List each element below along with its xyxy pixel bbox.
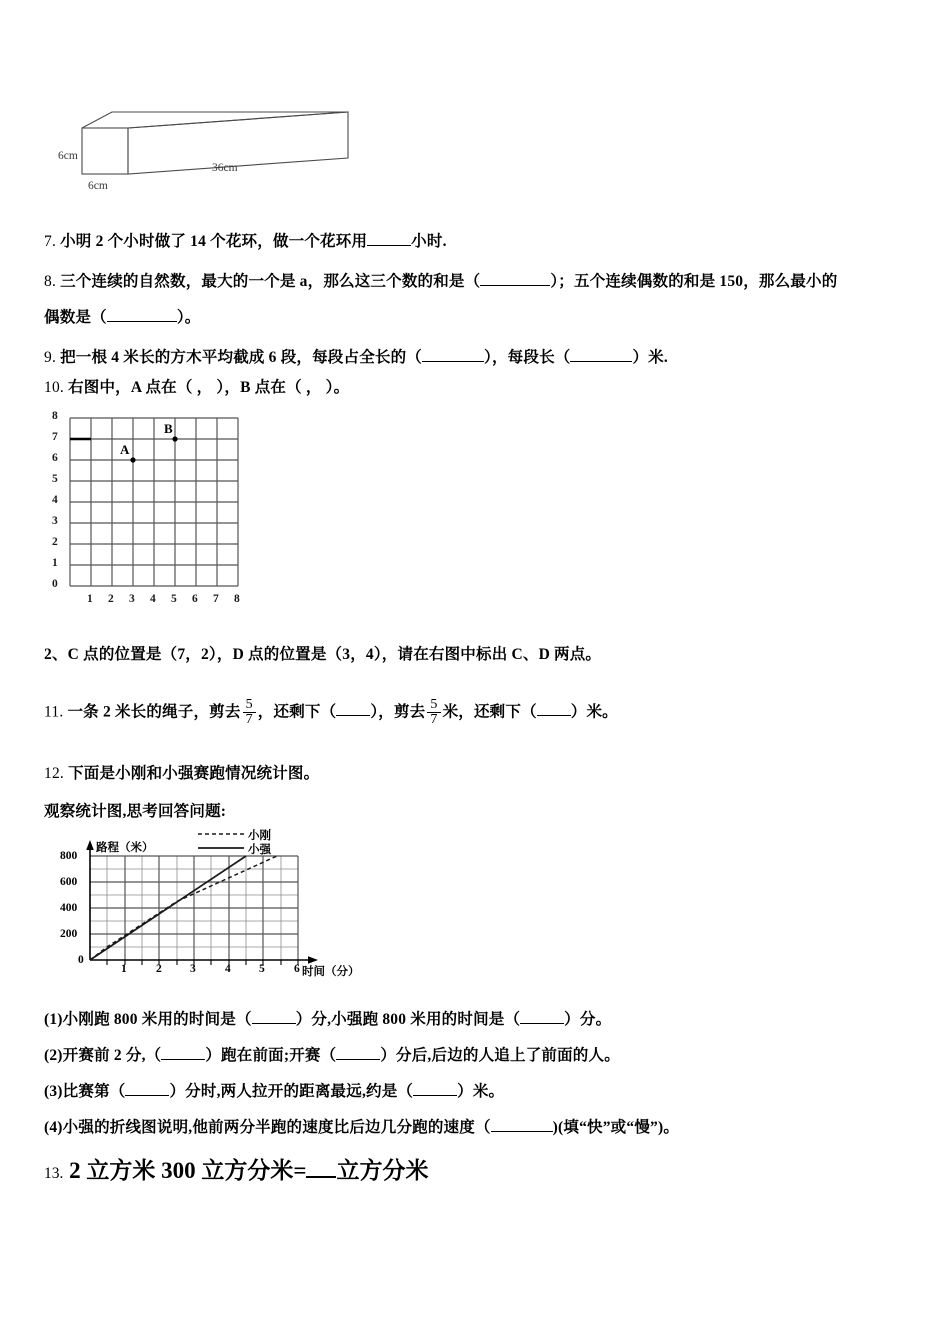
fraction-2-numerator: 5 xyxy=(430,697,438,712)
grid-ytick-5: 5 xyxy=(52,473,58,485)
grid-ytick-7: 7 xyxy=(52,431,58,443)
grid-label-a: A xyxy=(120,442,130,457)
question-12-heading xyxy=(44,762,319,785)
question-12-sub4-blank[interactable] xyxy=(491,1131,553,1132)
chart-y-axis-title: 路程（米） xyxy=(96,842,154,854)
chart-xtick-6: 6 xyxy=(294,963,300,975)
question-8-text-c: 偶数是（ xyxy=(44,309,107,326)
question-9-blank-2[interactable] xyxy=(570,361,632,362)
grid-xtick-6: 6 xyxy=(192,593,198,605)
prism-svg xyxy=(60,88,390,203)
chart-ytick-400: 400 xyxy=(60,902,78,914)
legend-label-xiaoqiang: 小强 xyxy=(248,844,271,856)
question-2-number: 2、 xyxy=(44,646,68,663)
coordinate-grid-svg xyxy=(48,408,263,618)
question-13-number: 13. xyxy=(44,1165,64,1182)
question-12-sub2-text-b: ）跑在前面;开赛（ xyxy=(205,1047,337,1064)
line-chart-svg xyxy=(48,826,358,976)
question-13-text-a: 2 立方米 300 立方分米= xyxy=(69,1158,307,1183)
chart-ytick-0: 0 xyxy=(78,954,84,966)
question-7-blank[interactable] xyxy=(367,245,411,246)
question-7-number: 7. xyxy=(44,233,57,250)
grid-xtick-1: 1 xyxy=(87,593,93,605)
question-9-text-b: ），每段长（ xyxy=(484,349,571,366)
question-9-text-a: 把一根 4 米长的方木平均截成 6 段，每段占全长的（ xyxy=(60,349,423,366)
question-10-number: 10. xyxy=(44,379,64,396)
prism-length-label: 36cm xyxy=(212,162,238,174)
fraction-1-numerator: 5 xyxy=(245,697,253,712)
grid-xtick-8: 8 xyxy=(234,593,240,605)
question-11-text-b: ，还剩下（ xyxy=(257,703,337,721)
question-12-sub1-text-c: ）分。 xyxy=(564,1011,612,1028)
question-11 xyxy=(44,698,618,728)
chart-x-axis-title: 时间（分） xyxy=(302,966,360,978)
grid-ytick-2: 2 xyxy=(52,536,58,548)
figure-line-chart xyxy=(48,826,358,976)
chart-xtick-2: 2 xyxy=(156,963,162,975)
question-12-sub3-text-b: ）分时,两人拉开的距离最远,约是（ xyxy=(169,1083,414,1100)
question-12-sub3-blank-1[interactable] xyxy=(125,1095,169,1096)
question-12-sub-3 xyxy=(44,1080,504,1103)
chart-ytick-600: 600 xyxy=(60,876,78,888)
prism-width-label: 6cm xyxy=(88,180,108,192)
chart-ytick-200: 200 xyxy=(60,928,78,940)
grid-xtick-4: 4 xyxy=(150,593,156,605)
question-8-text-b: ）；五个连续偶数的和是 150，那么最小的 xyxy=(550,273,838,290)
chart-xtick-4: 4 xyxy=(225,963,231,975)
question-11-fraction-1 xyxy=(243,698,256,728)
chart-y-axis-arrow xyxy=(86,840,94,850)
question-12-sub3-blank-2[interactable] xyxy=(413,1095,457,1096)
figure-coordinate-grid xyxy=(48,408,263,618)
question-11-text-c: ），剪去 xyxy=(370,703,426,721)
grid-ytick-1: 1 xyxy=(52,557,58,569)
question-12-sub2-blank-1[interactable] xyxy=(161,1059,205,1060)
figure-rectangular-prism xyxy=(60,88,390,203)
grid-ytick-4: 4 xyxy=(52,494,58,506)
question-12-sub-2 xyxy=(44,1044,620,1067)
question-12-sub-4 xyxy=(44,1116,679,1139)
fraction-1-denominator: 7 xyxy=(243,712,256,727)
question-12-number: 12. xyxy=(44,765,64,782)
question-11-fraction-2 xyxy=(427,698,440,728)
grid-point-a xyxy=(130,457,135,462)
question-12-sub4-text-a: (4)小强的折线图说明,他前两分半跑的速度比后边几分跑的速度（ xyxy=(44,1119,491,1136)
question-8-line-1 xyxy=(44,270,837,293)
question-8-text-d: ）。 xyxy=(176,309,201,326)
question-11-text-a: 一条 2 米长的绳子，剪去 xyxy=(67,703,241,721)
question-8-blank-1[interactable] xyxy=(480,285,550,286)
question-12-instruction-text: 观察统计图,思考回答问题: xyxy=(44,803,227,820)
question-12-text: 下面是小刚和小强赛跑情况统计图。 xyxy=(68,765,320,782)
grid-point-b xyxy=(172,436,177,441)
question-8-text-a: 三个连续的自然数，最大的一个是 a，那么这三个数的和是（ xyxy=(60,273,481,290)
question-2-text: C 点的位置是（7，2），D 点的位置是（3，4），请在右图中标出 C、D 两点。 xyxy=(67,646,602,663)
question-12-sub2-text-c: ）分后,后边的人追上了前面的人。 xyxy=(380,1047,620,1064)
question-13-text-b: 立方分米 xyxy=(336,1158,429,1183)
question-2 xyxy=(44,643,601,666)
chart-xtick-1: 1 xyxy=(121,963,127,975)
question-12-sub-1 xyxy=(44,1008,611,1031)
question-7 xyxy=(44,230,447,253)
question-9-blank-1[interactable] xyxy=(422,361,484,362)
grid-xtick-3: 3 xyxy=(129,593,135,605)
question-9 xyxy=(44,346,668,369)
question-11-number: 11. xyxy=(44,703,64,721)
grid-ytick-8: 8 xyxy=(52,410,58,422)
chart-xtick-5: 5 xyxy=(259,963,265,975)
question-7-text-a: 小明 2 个小时做了 14 个花环，做一个花环用 xyxy=(60,233,368,250)
question-8-line-2 xyxy=(44,306,200,329)
question-9-text-c: ）米. xyxy=(632,349,668,366)
prism-height-label: 6cm xyxy=(58,150,78,162)
grid-ytick-6: 6 xyxy=(52,452,58,464)
question-12-sub2-blank-2[interactable] xyxy=(336,1059,380,1060)
grid-xtick-5: 5 xyxy=(171,593,177,605)
question-11-text-e: ）米。 xyxy=(570,703,618,721)
question-13 xyxy=(44,1152,428,1185)
grid-xtick-2: 2 xyxy=(108,593,114,605)
question-8-blank-2[interactable] xyxy=(107,321,177,322)
question-12-sub1-text-a: (1)小刚跑 800 米用的时间是（ xyxy=(44,1011,252,1028)
question-12-sub3-text-c: ）米。 xyxy=(457,1083,505,1100)
question-11-text-d: 米，还剩下（ xyxy=(442,703,537,721)
grid-ytick-3: 3 xyxy=(52,515,58,527)
question-7-text-b: 小时. xyxy=(411,233,447,250)
chart-major-grid xyxy=(90,856,298,960)
chart-ytick-800: 800 xyxy=(60,850,78,862)
legend-label-xiaogang: 小刚 xyxy=(248,830,271,842)
question-12-sub1-blank-2[interactable] xyxy=(520,1023,564,1024)
question-13-blank[interactable] xyxy=(306,1176,336,1178)
question-12-sub1-text-b: ）分,小强跑 800 米用的时间是（ xyxy=(295,1011,521,1028)
question-12-sub1-blank-1[interactable] xyxy=(252,1023,296,1024)
question-12-sub2-text-a: (2)开赛前 2 分,（ xyxy=(44,1047,162,1064)
question-8-number: 8. xyxy=(44,273,57,290)
question-10 xyxy=(44,376,349,399)
grid-label-b: B xyxy=(164,421,173,436)
question-12-instruction xyxy=(44,800,226,823)
grid-xtick-7: 7 xyxy=(213,593,219,605)
question-11-blank-2[interactable] xyxy=(537,715,571,716)
chart-xtick-3: 3 xyxy=(190,963,196,975)
question-12-sub3-text-a: (3)比赛第（ xyxy=(44,1083,126,1100)
fraction-2-denominator: 7 xyxy=(427,712,440,727)
question-10-text: 右图中，A 点在（ ， ），B 点在（ ， ）。 xyxy=(68,379,350,396)
grid-ytick-0: 0 xyxy=(52,578,58,590)
question-9-number: 9. xyxy=(44,349,57,366)
question-11-blank-1[interactable] xyxy=(336,715,370,716)
question-12-sub4-text-b: )(填“快”或“慢”)。 xyxy=(552,1119,680,1136)
